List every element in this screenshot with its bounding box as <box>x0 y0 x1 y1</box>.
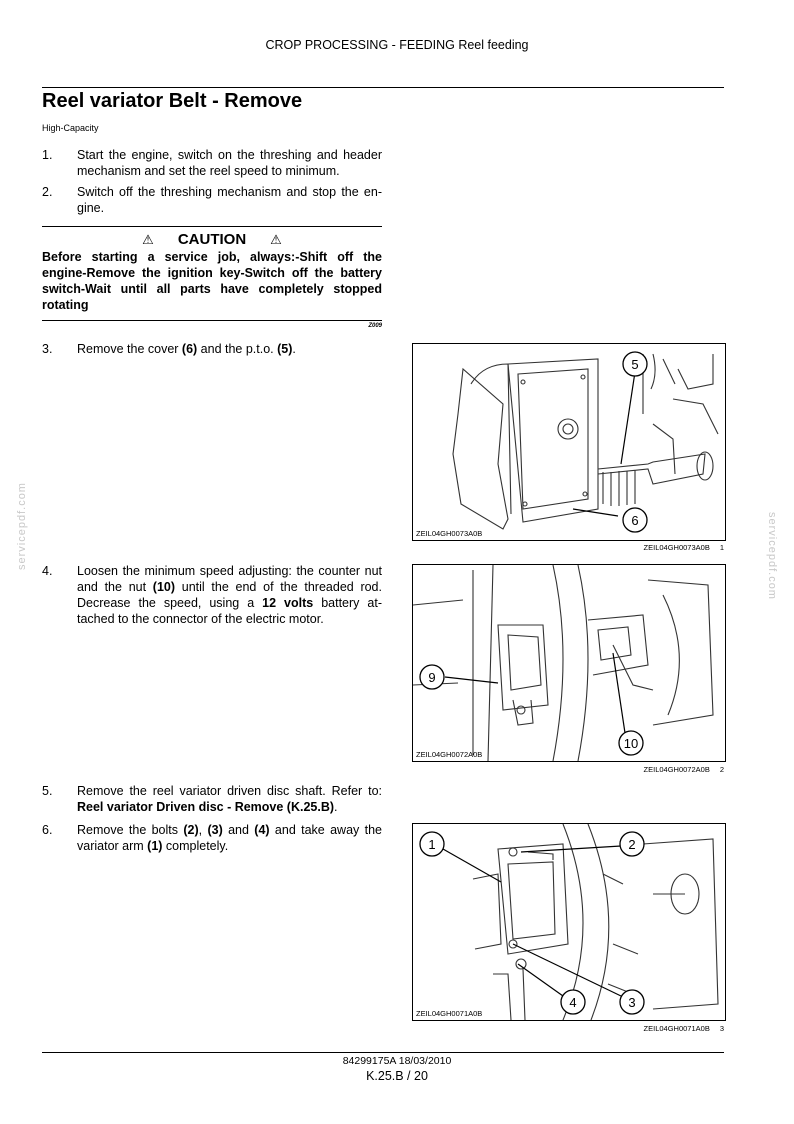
step-5 <box>42 783 382 817</box>
figure-number: 2 <box>719 765 724 774</box>
figure-number: 3 <box>719 1024 724 1033</box>
caution-top-rule <box>42 226 382 227</box>
step-text: Remove the reel variator driven disc shaft. Refer to: Reel variator Driven disc - Remove (K.25.B). <box>77 784 382 814</box>
step-text: Remove the bolts (2), (3) and (4) and take away the variator arm (1) completely. <box>77 823 382 853</box>
figure-number: 1 <box>719 543 724 552</box>
cross-reference: Reel variator Driven disc - Remove (K.25.B) <box>77 800 335 814</box>
step-number: 5. <box>42 784 53 798</box>
figure-2 <box>412 564 726 762</box>
step-number: 1. <box>42 148 53 162</box>
step-text: Switch off the threshing mechanism and stop the en-gine. <box>77 185 382 215</box>
watermark-right: servicepdf.com <box>766 512 778 600</box>
header-rule <box>42 87 724 88</box>
caution-code: Z009 <box>368 323 382 329</box>
page-subtitle: High-Capacity <box>42 123 99 133</box>
callout-5: 5 <box>631 357 639 372</box>
step-2 <box>42 184 382 218</box>
footer-rule <box>42 1052 724 1053</box>
step-text: Start the engine, switch on the threshing and header mechanism and set the reel speed to minimum. <box>77 148 382 178</box>
warning-icon: ⚠ <box>142 232 154 247</box>
footer-doc-ref: 84299175A 18/03/2010 <box>342 1055 452 1067</box>
page-title: Reel variator Belt - Remove <box>42 90 303 112</box>
step-number: 2. <box>42 185 53 199</box>
warning-icon: ⚠ <box>270 232 282 247</box>
step-text: Remove the cover (6) and the p.t.o. (5). <box>77 342 296 356</box>
step-6 <box>42 822 382 856</box>
figure-code: ZEIL04GH0071A0B <box>643 1024 710 1033</box>
step-number: 6. <box>42 823 53 837</box>
footer-page-number: K.25.B / 20 <box>366 1069 428 1083</box>
callout-2: 2 <box>628 837 636 852</box>
caution-bottom-rule <box>42 320 382 321</box>
callout-4: 4 <box>569 995 577 1010</box>
figure-2-caption <box>560 765 724 774</box>
caution-text: Before starting a service job, always:-Shift off the engine-Remove the ignition key-Switch off the battery switch-Wait until all parts have completely stopped rotating <box>42 250 382 312</box>
step-number: 4. <box>42 564 53 578</box>
running-header: CROP PROCESSING - FEEDING Reel feeding <box>265 38 529 52</box>
caution-title <box>42 231 382 248</box>
figure-code: ZEIL04GH0072A0B <box>643 765 710 774</box>
callout-1: 1 <box>428 837 436 852</box>
callout-3: 3 <box>628 995 636 1010</box>
caution-label: CAUTION <box>177 231 247 248</box>
step-1 <box>42 147 382 181</box>
figure-3-illustration <box>413 824 725 1020</box>
figure-2-illustration <box>413 565 725 761</box>
callout-10: 10 <box>623 736 639 751</box>
figure-code: ZEIL04GH0073A0B <box>643 543 710 552</box>
step-number: 3. <box>42 342 53 356</box>
figure-2-inner-code: ZEIL04GH0072A0B <box>416 750 483 759</box>
callout-9: 9 <box>428 670 436 685</box>
figure-1-illustration <box>413 344 725 540</box>
watermark-left: servicepdf.com <box>16 482 28 570</box>
figure-3 <box>412 823 726 1021</box>
figure-1 <box>412 343 726 541</box>
figure-3-caption <box>560 1024 724 1033</box>
figure-1-caption <box>560 543 724 552</box>
callout-6: 6 <box>631 513 639 528</box>
figure-1-inner-code: ZEIL04GH0073A0B <box>416 529 483 538</box>
step-3 <box>42 341 382 359</box>
step-4 <box>42 563 382 629</box>
figure-3-inner-code: ZEIL04GH0071A0B <box>416 1009 483 1018</box>
step-text: Loosen the minimum speed adjusting: the counter nut and the nut (10) until the end of the threaded rod. Decrease the speed, using a 12 volts battery at-tached to the connector of the electric motor. <box>77 564 382 626</box>
